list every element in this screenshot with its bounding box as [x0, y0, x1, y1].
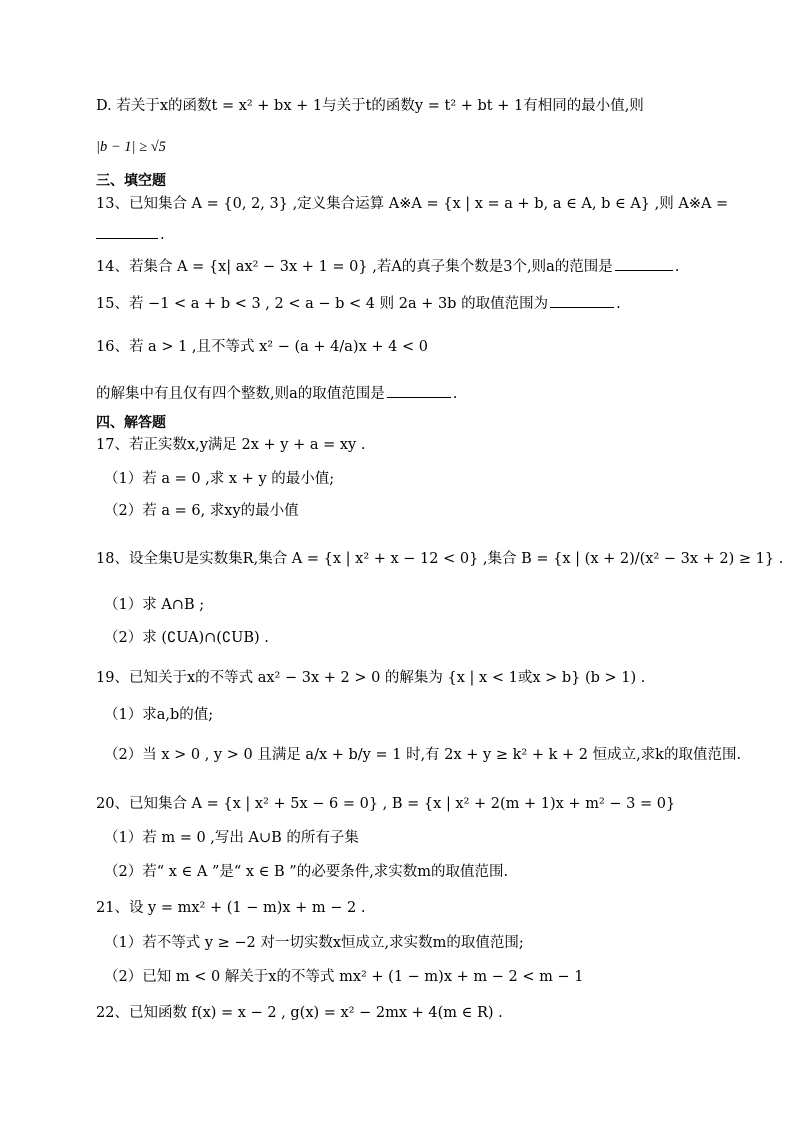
- question-18: 18、设全集U是实数集R,集合 A = {x | x² + x − 12 < 0} ,集合 B = {x | (x + 2)/(x² − 3x + 2) ≥ 1} .: [96, 551, 784, 567]
- answer-blank[interactable]: [387, 383, 451, 398]
- question-14-text: 14、若集合 A = {x| ax² − 3x + 1 = 0} ,若A的真子集个数是3个,则a的范围是: [96, 259, 613, 275]
- question-21-part-2: （2）已知 m < 0 解关于x的不等式 mx² + (1 − m)x + m − 2 < m − 1: [104, 969, 584, 985]
- answer-blank[interactable]: [615, 256, 673, 271]
- question-17: 17、若正实数x,y满足 2x + y + a = xy .: [96, 437, 366, 453]
- question-20-part-2: （2）若“ x ∈ A ”是“ x ∈ B ”的必要条件,求实数m的取值范围.: [104, 864, 509, 880]
- question-15-text: 15、若 −1 < a + b < 3 , 2 < a − b < 4 则 2a + 3b 的取值范围为: [96, 296, 549, 312]
- question-17-part-2: （2）若 a = 6, 求xy的最小值: [104, 503, 299, 519]
- question-13: 13、已知集合 A = {0, 2, 3} ,定义集合运算 A※A = {x | x = a + b, a ∈ A, b ∈ A} ,则 A※A =: [96, 196, 729, 212]
- question-15: 15、若 −1 < a + b < 3 , 2 < a − b < 4 则 2a + 3b 的取值范围为 .: [96, 293, 621, 314]
- question-16-cont-text: 的解集中有且仅有四个整数,则a的取值范围是: [96, 386, 385, 402]
- question-14: 14、若集合 A = {x| ax² − 3x + 1 = 0} ,若A的真子集个数是3个,则a的范围是 .: [96, 256, 679, 277]
- question-18-part-1: （1）求 A∩B ;: [104, 597, 205, 613]
- question-20-part-1: （1）若 m = 0 ,写出 A∪B 的所有子集: [104, 830, 359, 846]
- question-18-part-2: （2）求 (∁UA)∩(∁UB) .: [104, 630, 269, 646]
- question-20: 20、已知集合 A = {x | x² + 5x − 6 = 0} , B = {x | x² + 2(m + 1)x + m² − 3 = 0}: [96, 796, 676, 812]
- option-d: D. 若关于x的函数t = x² + bx + 1与关于t的函数y = t² + bt + 1有相同的最小值,则: [96, 98, 644, 114]
- question-17-part-1: （1）若 a = 0 ,求 x + y 的最小值;: [104, 471, 335, 487]
- answer-blank[interactable]: [550, 293, 614, 308]
- section-4-heading: 四、解答题: [96, 415, 166, 431]
- answer-blank[interactable]: [96, 224, 158, 239]
- section-3-heading: 三、填空题: [96, 173, 166, 189]
- question-16-cont: 的解集中有且仅有四个整数,则a的取值范围是 .: [96, 383, 457, 404]
- question-19: 19、已知关于x的不等式 ax² − 3x + 2 > 0 的解集为 {x | x < 1或x > b} (b > 1) .: [96, 670, 646, 686]
- option-d-cont: |b − 1| ≥ √5: [96, 139, 166, 155]
- question-21-part-1: （1）若不等式 y ≥ −2 对一切实数x恒成立,求实数m的取值范围;: [104, 935, 524, 951]
- question-19-part-2: （2）当 x > 0 , y > 0 且满足 a/x + b/y = 1 时,有 2x + y ≥ k² + k + 2 恒成立,求k的取值范围.: [104, 747, 742, 763]
- question-16: 16、若 a > 1 ,且不等式 x² − (a + 4/a)x + 4 < 0: [96, 339, 428, 355]
- question-22: 22、已知函数 f(x) = x − 2 , g(x) = x² − 2mx + 4(m ∈ R) .: [96, 1005, 503, 1021]
- question-13-blank: .: [96, 224, 165, 245]
- question-21: 21、设 y = mx² + (1 − m)x + m − 2 .: [96, 900, 366, 916]
- question-19-part-1: （1）求a,b的值;: [104, 707, 214, 723]
